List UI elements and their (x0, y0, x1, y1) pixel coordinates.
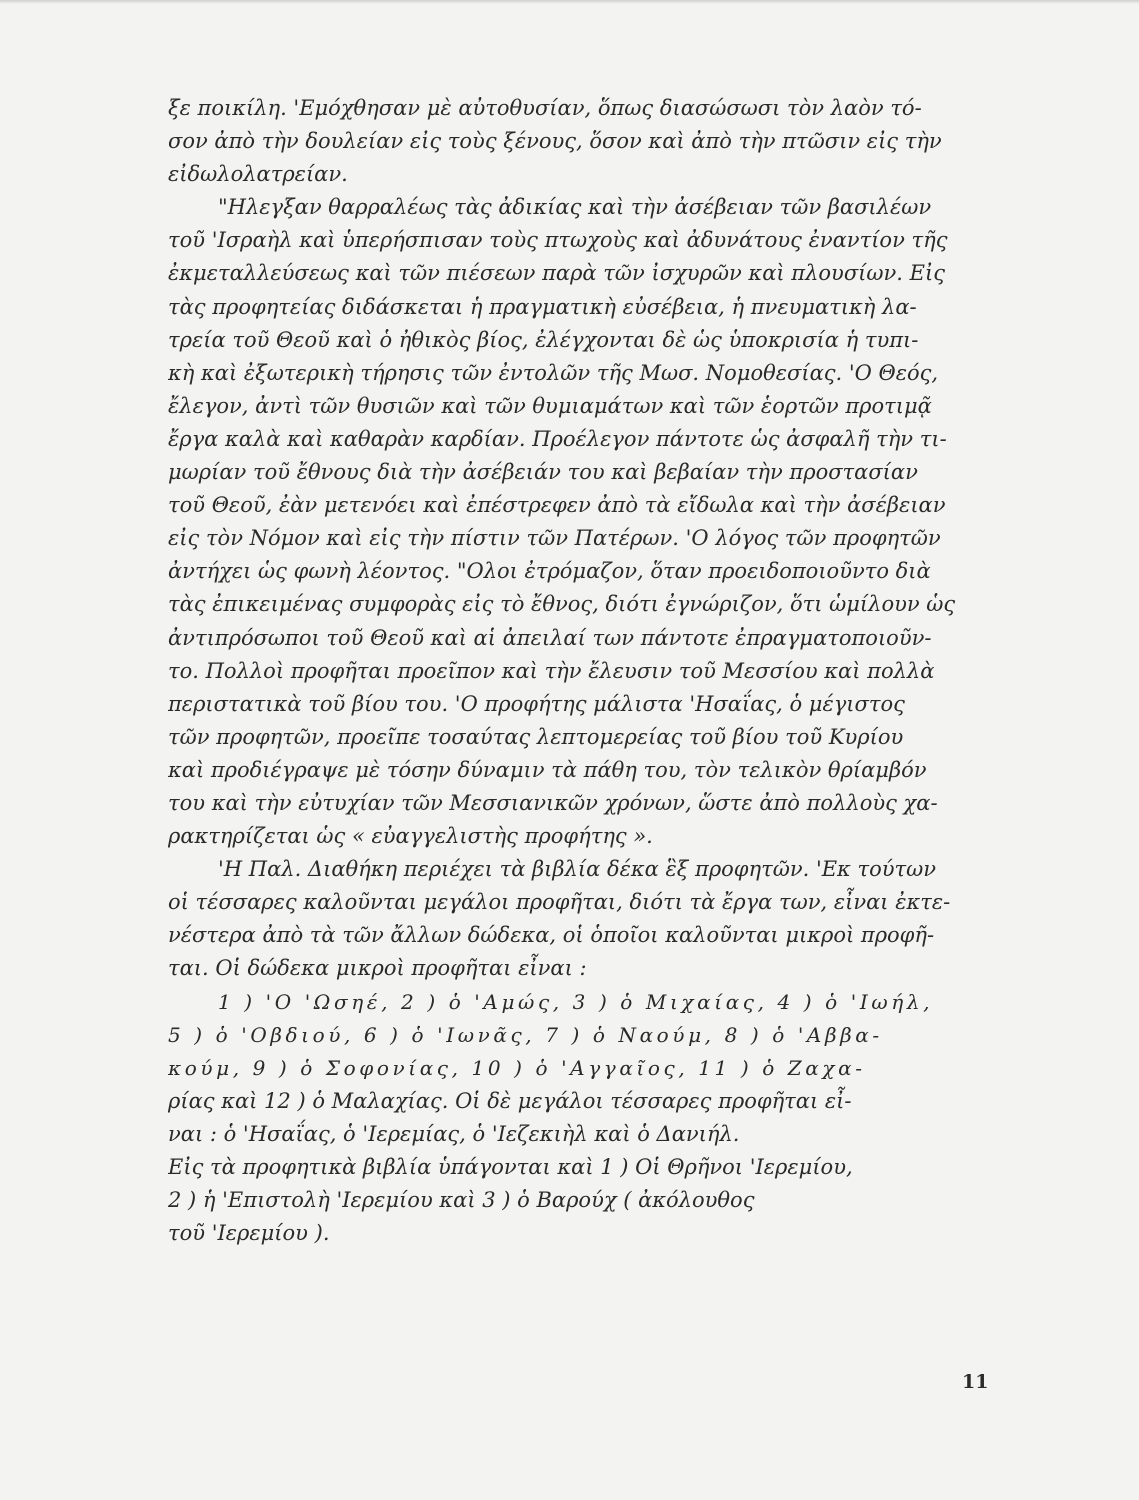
paragraph-start-line: "Ηλεγξαν θαρραλέως τὰς ἀδικίας καὶ τὴν ἀσέβειαν τῶν βασιλέων (218, 195, 932, 220)
text-line: οἱ τέσσαρες καλοῦνται μεγάλοι προφῆται, διότι τὰ ἔργα των, εἶναι ἐκτε- (168, 890, 951, 915)
prophet-list-line: 5 ) ὁ 'Οβδιού, 6 ) ὁ 'Ιωνᾶς, 7 ) ὁ Ναούμ, 8 ) ὁ 'Αββα- (168, 1022, 883, 1047)
text-line: ἔργα καλὰ καὶ καθαρὰν καρδίαν. Προέλεγον πάντοτε ὡς ἀσφαλῆ τὴν τι- (168, 426, 947, 451)
page-text-block (168, 92, 1006, 1250)
text-line: 2 ) ἡ 'Επιστολὴ 'Ιερεμίου καὶ 3 ) ὁ Βαρούχ ( ἀκόλουθος (168, 1188, 755, 1213)
page-top-edge (0, 0, 1139, 4)
text-line: τοῦ 'Ισραὴλ καὶ ὑπερήσπισαν τοὺς πτωχοὺς καὶ ἀδυνάτους ἐναντίον τῆς (168, 228, 948, 253)
text-line: Εἰς τὰ προφητικὰ βιβλία ὑπάγονται καὶ 1 ) Οἱ Θρῆνοι 'Ιερεμίου, (168, 1155, 853, 1179)
text-line: νέστερα ἀπὸ τὰ τῶν ἄλλων δώδεκα, οἱ ὁποῖοι καλοῦνται μικροὶ προφῆ- (168, 923, 935, 948)
text-line: τρεία τοῦ Θεοῦ καὶ ὁ ἠθικὸς βίος, ἐλέγχονται δὲ ὡς ὑποκρισία ἡ τυπι- (168, 327, 919, 352)
text-line: του καὶ τὴν εὐτυχίαν τῶν Μεσσιανικῶν χρόνων, ὥστε ἀπὸ πολλοὺς χα- (168, 790, 938, 815)
paragraph-start-line: 'Η Παλ. Διαθήκη περιέχει τὰ βιβλία δέκα ἓξ προφητῶν. 'Εκ τούτων (218, 857, 937, 882)
text-line: ται. Οἱ δώδεκα μικροὶ προφῆται εἶναι : (168, 956, 587, 981)
text-line: περιστατικὰ τοῦ βίου του. 'Ο προφήτης μάλιστα 'Ησαΐας, ὁ μέγιστος (168, 691, 905, 716)
text-line: μωρίαν τοῦ ἔθνους διὰ τὴν ἀσέβειάν του καὶ βεβαίαν τὴν προστασίαν (168, 460, 918, 485)
text-line: ἐκμεταλλεύσεως καὶ τῶν πιέσεων παρὰ τῶν ἰσχυρῶν καὶ πλουσίων. Εἰς (168, 261, 945, 286)
prophet-list-line: 1 ) 'Ο 'Ωσηέ, 2 ) ὁ 'Αμώς, 3 ) ὁ Μιχαίας, 4 ) ὁ 'Ιωήλ, (218, 989, 934, 1014)
text-line: ναι : ὁ 'Ησαΐας, ὁ 'Ιερεμίας, ὁ 'Ιεζεκιὴλ καὶ ὁ Δανιήλ. (168, 1121, 740, 1146)
text-line: ἀντήχει ὡς φωνὴ λέοντος. "Ολοι ἐτρόμαζον, ὅταν προειδοποιοῦντο διὰ (168, 559, 931, 584)
text-line: ρακτηρίζεται ὡς « εὐαγγελιστὴς προφήτης ». (168, 824, 653, 849)
text-line: τοῦ 'Ιερεμίου ). (168, 1221, 330, 1246)
text-line: ἔλεγον, ἀντὶ τῶν θυσιῶν καὶ τῶν θυμιαμάτων καὶ τῶν ἑορτῶν προτιμᾷ (168, 393, 932, 418)
text-line: ξε ποικίλη. 'Εμόχθησαν μὲ αὐτοθυσίαν, ὅπως διασώσωσι τὸν λαὸν τό- (168, 96, 922, 120)
text-line: το. Πολλοὶ προφῆται προεῖπον καὶ τὴν ἔλευσιν τοῦ Μεσσίου καὶ πολλὰ (168, 658, 935, 683)
text-line: εἰς τὸν Νόμον καὶ εἰς τὴν πίστιν τῶν Πατέρων. 'Ο λόγος τῶν προφητῶν (168, 526, 941, 551)
text-line: σον ἀπὸ τὴν δουλείαν εἰς τοὺς ξένους, ὅσον καὶ ἀπὸ τὴν πτῶσιν εἰς τὴν (168, 129, 942, 154)
text-line: τὰς ἐπικειμένας συμφορὰς εἰς τὸ ἔθνος, διότι ἐγνώριζον, ὅτι ὡμίλουν ὡς (168, 592, 956, 617)
text-line: ρίας καὶ 12 ) ὁ Μαλαχίας. Οἱ δὲ μεγάλοι τέσσαρες προφῆται εἶ- (168, 1088, 852, 1113)
text-line: ἀντιπρόσωποι τοῦ Θεοῦ καὶ αἱ ἀπειλαί των πάντοτε ἐπραγματοποιοῦν- (168, 625, 932, 650)
text-line: εἰδωλολατρείαν. (168, 162, 348, 187)
text-line: τοῦ Θεοῦ, ἐὰν μετενόει καὶ ἐπέστρεφεν ἀπὸ τὰ εἴδωλα καὶ τὴν ἀσέβειαν (168, 493, 946, 518)
page-number: 11 (962, 1371, 989, 1393)
text-line: τὰς προφητείας διδάσκεται ἡ πραγματικὴ εὐσέβεια, ἡ πνευματικὴ λα- (168, 294, 917, 319)
prophet-list-line: κούμ, 9 ) ὁ Σοφονίας, 10 ) ὁ 'Αγγαῖος, 11 ) ὁ Ζαχα- (168, 1055, 866, 1080)
text-line: τῶν προφητῶν, προεῖπε τοσαύτας λεπτομερείας τοῦ βίου τοῦ Κυρίου (168, 724, 904, 749)
text-line: κὴ καὶ ἐξωτερικὴ τήρησις τῶν ἐντολῶν τῆς Μωσ. Νομοθεσίας. 'Ο Θεός, (168, 360, 939, 385)
text-line: καὶ προδιέγραψε μὲ τόσην δύναμιν τὰ πάθη του, τὸν τελικὸν θρίαμβόν (168, 757, 927, 782)
